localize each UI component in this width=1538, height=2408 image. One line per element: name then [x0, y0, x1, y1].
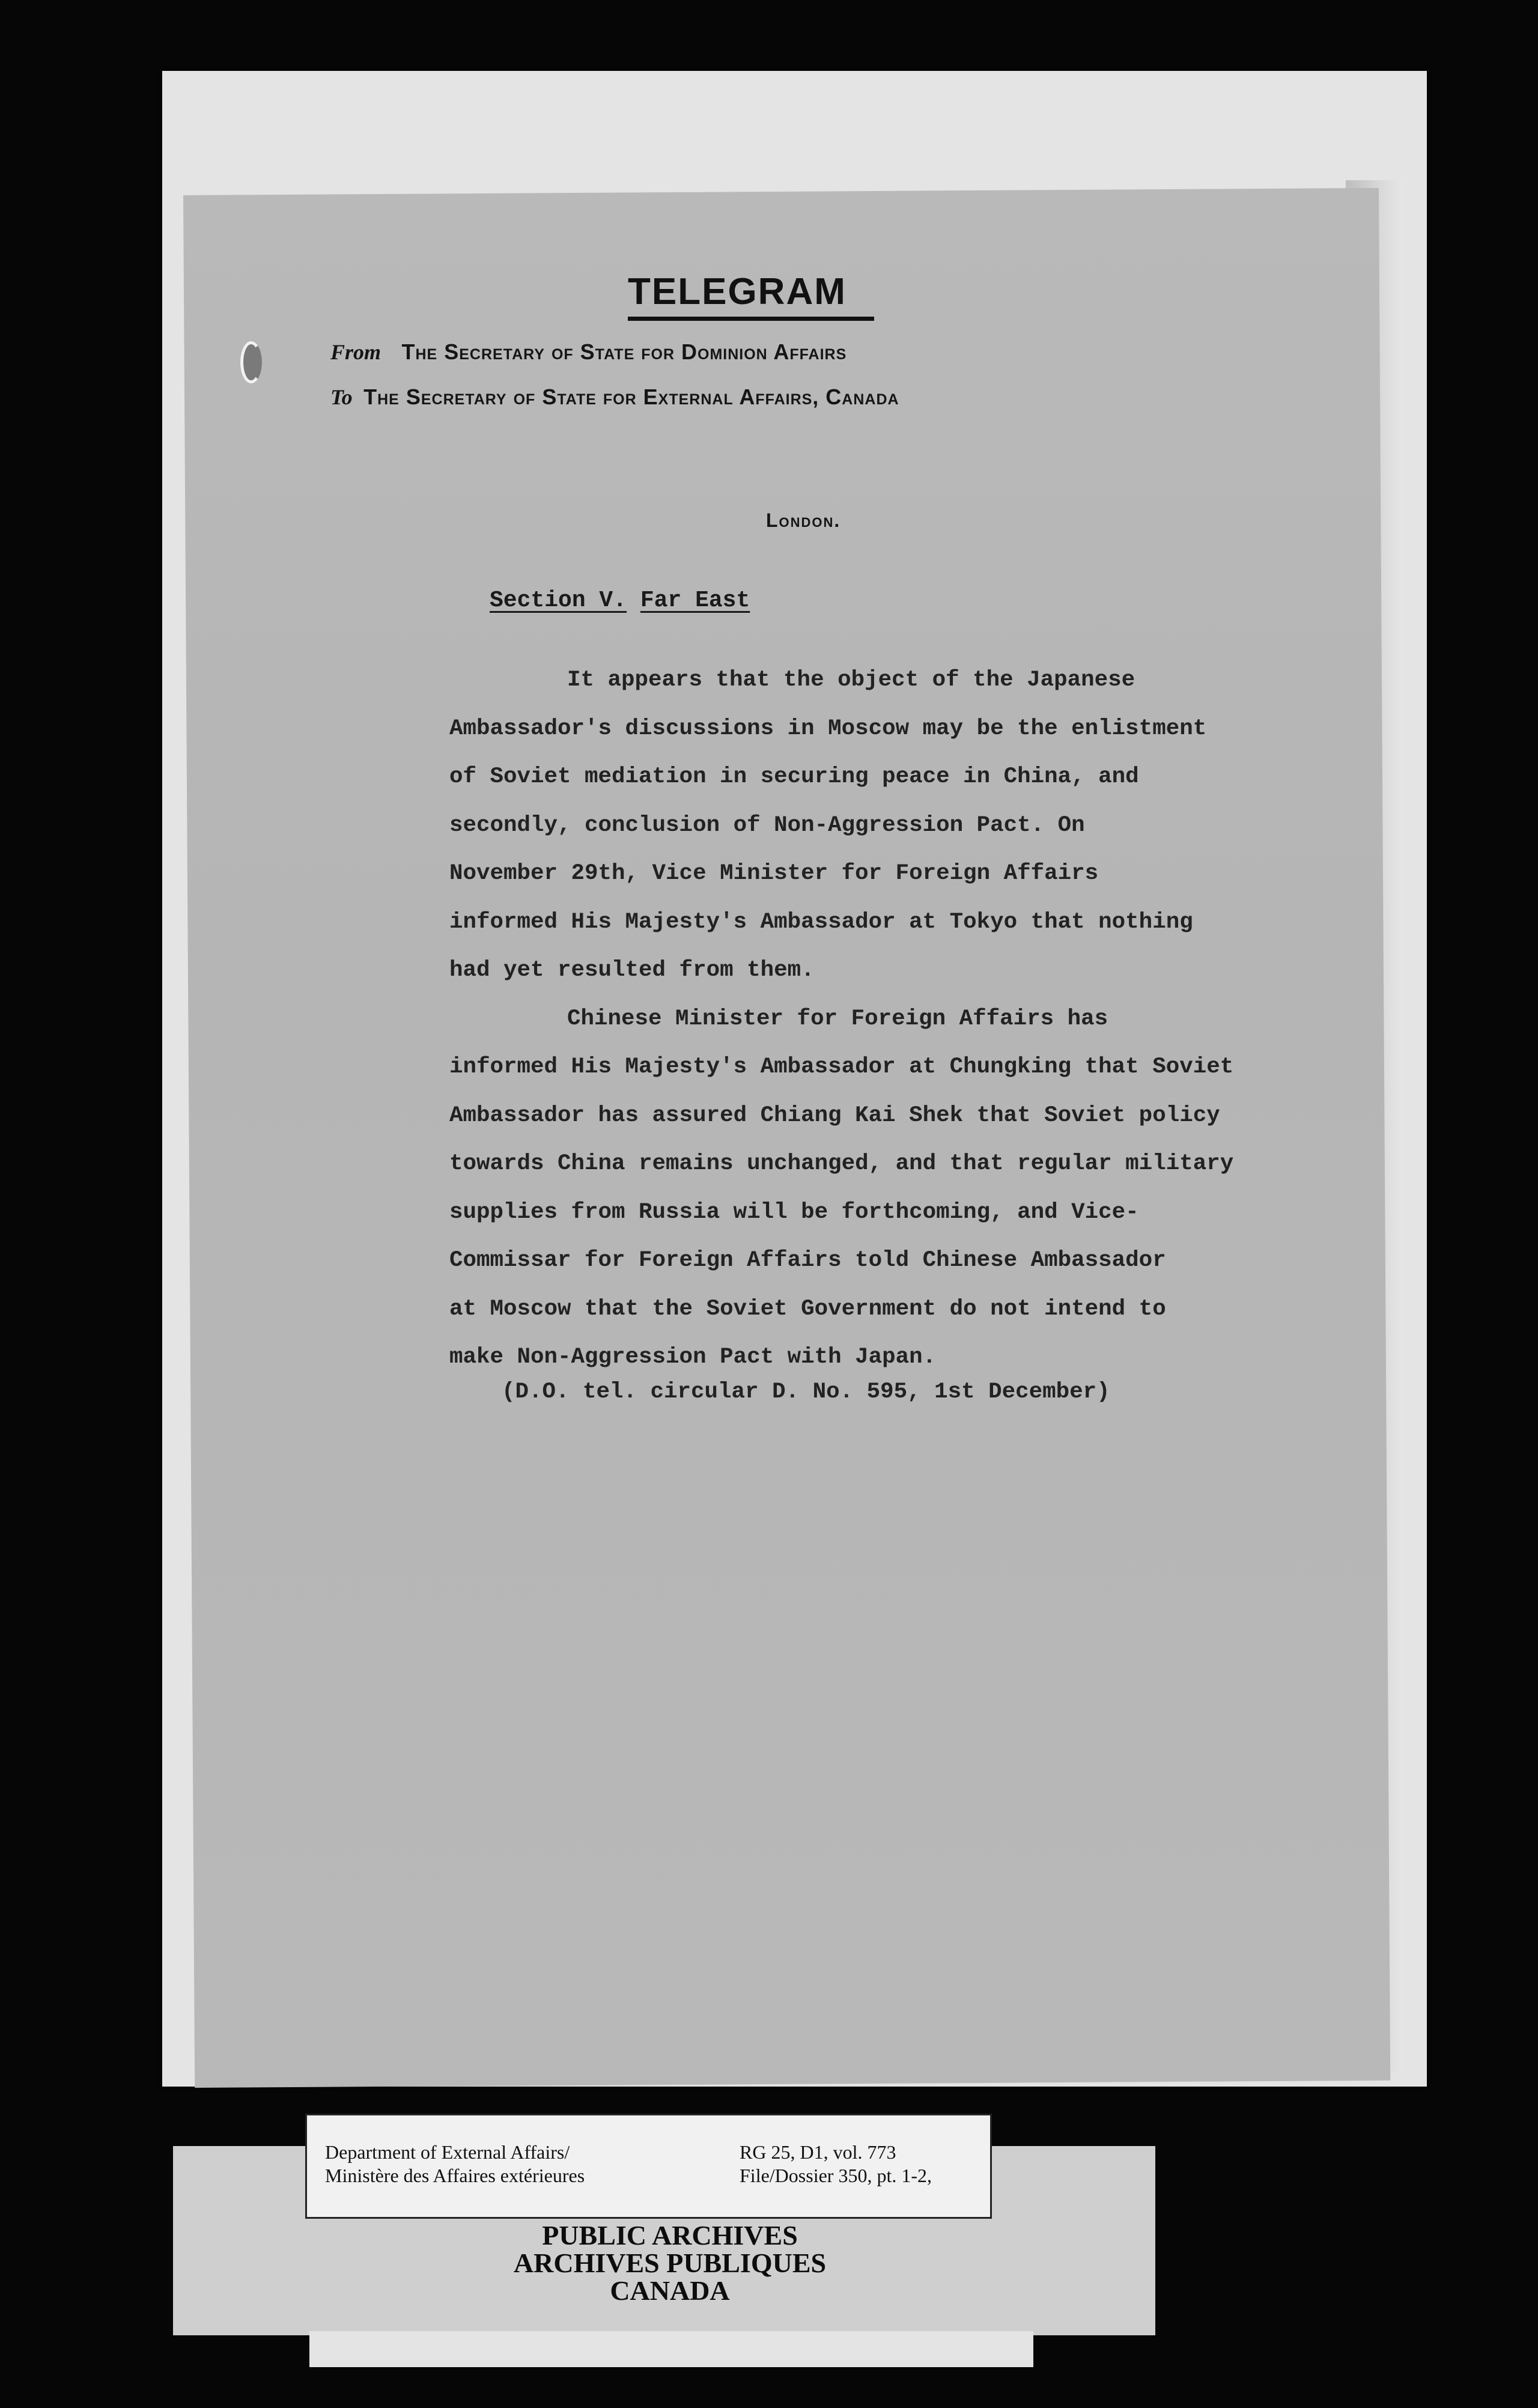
- text-line: supplies from Russia will be forthcoming, and Vice-: [449, 1199, 1139, 1225]
- telegram-heading: TELEGRAM: [628, 271, 847, 312]
- text-line: of Soviet mediation in securing peace in China, and: [449, 764, 1139, 789]
- text-line: Chinese Minister for Foreign Affairs has: [567, 1006, 1108, 1032]
- department-block: [325, 2141, 585, 2188]
- text-line: November 29th, Vice Minister for Foreign Affairs: [449, 861, 1099, 886]
- to-prefix: To: [330, 385, 353, 409]
- text-line: Ambassador has assured Chiang Kai Shek that Soviet policy: [449, 1102, 1220, 1128]
- section-label: Section V.: [490, 588, 627, 613]
- file-number: File/Dossier 350, pt. 1-2,: [740, 2165, 932, 2186]
- to-line: [330, 385, 899, 410]
- from-prefix: From: [330, 340, 381, 364]
- text-line: had yet resulted from them.: [449, 958, 815, 983]
- text-line: informed His Majesty's Ambassador at Tokyo that nothing: [449, 909, 1193, 935]
- stamp-line-3: CANADA: [610, 2275, 730, 2306]
- archive-label: [305, 2114, 992, 2219]
- text-line: towards China remains unchanged, and that regular military: [449, 1151, 1234, 1176]
- bottom-strip: [309, 2331, 1033, 2367]
- section-heading: [490, 588, 750, 613]
- text-line: Ambassador's discussions in Moscow may be the enlistment: [449, 716, 1207, 741]
- text-line: informed His Majesty's Ambassador at Chungking that Soviet: [449, 1054, 1234, 1080]
- stamp-line-1: PUBLIC ARCHIVES: [542, 2220, 798, 2251]
- punch-hole-icon: [240, 341, 262, 383]
- paragraph-1: [449, 656, 1321, 995]
- text-line: Commissar for Foreign Affairs told Chinese Ambassador: [449, 1248, 1166, 1273]
- paragraph-2: [449, 995, 1321, 1382]
- text-line: secondly, conclusion of Non-Aggression Pact. On: [449, 812, 1085, 838]
- to-text: The Secretary of State for External Affairs, Canada: [363, 385, 899, 409]
- file-reference-block: [740, 2141, 932, 2188]
- record-group: RG 25, D1, vol. 773: [740, 2141, 896, 2163]
- archives-stamp: [463, 2222, 877, 2305]
- text-line: at Moscow that the Soviet Government do not intend to: [449, 1296, 1166, 1322]
- circular-reference: (D.O. tel. circular D. No. 595, 1st December): [502, 1379, 1110, 1405]
- from-line: [330, 339, 847, 365]
- from-text: The Secretary of State for Dominion Affairs: [401, 339, 847, 364]
- department-en: Department of External Affairs/: [325, 2141, 570, 2163]
- stamp-line-2: ARCHIVES PUBLIQUES: [513, 2248, 827, 2278]
- telegram-body: [449, 656, 1321, 1382]
- heading-underline: [628, 317, 874, 321]
- department-fr: Ministère des Affaires extérieures: [325, 2165, 585, 2186]
- section-title: Far East: [640, 588, 750, 613]
- text-line: It appears that the object of the Japanese: [567, 667, 1135, 693]
- place-of-origin: London.: [766, 509, 841, 531]
- text-line: make Non-Aggression Pact with Japan.: [449, 1345, 937, 1370]
